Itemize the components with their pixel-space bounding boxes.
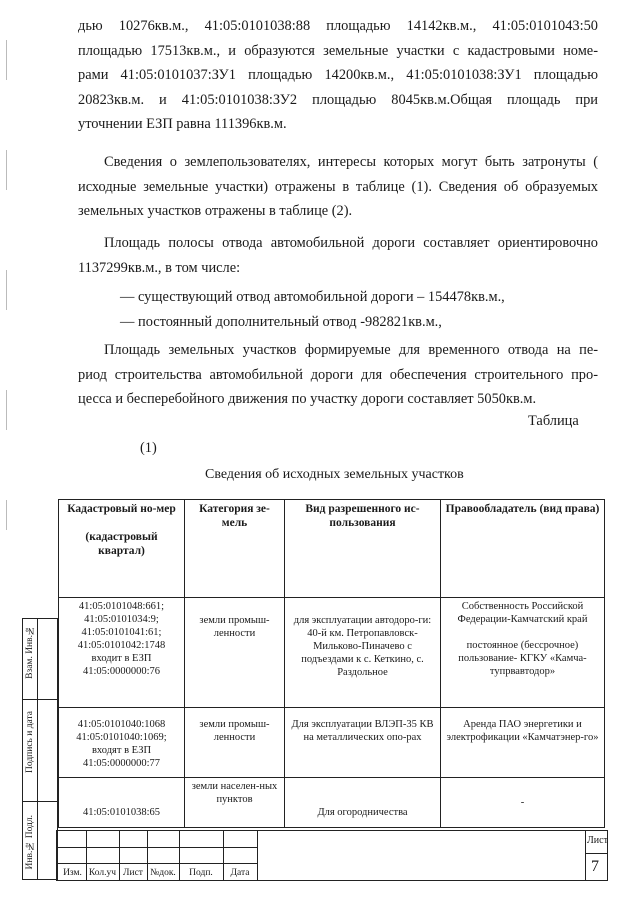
binding-mark [6, 40, 7, 80]
bullet-item: — существующий отвод автомобильной дороги – 154478кв.м., [120, 289, 505, 305]
table-header-row [59, 500, 605, 598]
text-line: земельных участков отражены в таблице (2). [78, 203, 353, 219]
table-label: Таблица [528, 413, 579, 429]
temporary-area-paragraph [78, 338, 598, 412]
substitute-inventory-label: Взам. Инв.№ [25, 625, 35, 679]
table-row [59, 598, 605, 708]
text-line: цесса и бесперебойного движения по участку дороги составляет 5050кв.м. [78, 391, 537, 407]
stamp-change-label: Изм. [63, 868, 82, 878]
table-number: (1) [140, 440, 157, 456]
signature-date-label: Подпись и дата [25, 711, 35, 774]
cell-category: земли промыш-ленности [185, 708, 285, 778]
cell-use: для эксплуатации автодоро-ги: 40-й км. Петропавловск-Мильково-Пиначево с подъездами к с. Кеткино, с. Раздольное [285, 598, 441, 708]
stamp-signature-label: Подп. [189, 868, 213, 878]
text-line: 20823кв.м. и 41:05:0101038:ЗУ2 площадью 8045кв.м.Общая площадь при [78, 91, 598, 108]
cell-holder: Аренда ПАО энергетики и электрофикации «Камчатэнер-го» [441, 708, 605, 778]
text-line: Площадь земельных участков формируемые для временного отвода на пе- [104, 342, 598, 358]
sheet-label: Лист [587, 835, 608, 846]
text-line: дью 10276кв.м., 41:05:0101038:88 площадью 14142кв.м., 41:05:0101043:50 [78, 18, 598, 34]
cell-use: Для эксплуатации ВЛЭП-35 КВ на металлических опо-рах [285, 708, 441, 778]
header-cadastral-number: Кадастровый но-мер (кадастровый квартал) [59, 500, 185, 598]
original-inventory-label: Инв.№ Подл. [25, 815, 35, 870]
text-line: площадью 17513кв.м., и образуются земельные участки с кадастровыми номе- [78, 42, 598, 59]
intro-paragraph [78, 14, 598, 137]
bullet-item: — постоянный дополнительный отвод -982821кв.м., [120, 313, 442, 330]
text-line: Сведения о землепользователях, интересы которых могут быть затронуты ( [104, 154, 598, 170]
text-line: 1137299кв.м., в том числе: [78, 259, 241, 276]
side-frame [22, 618, 58, 880]
stamp-date-label: Дата [230, 868, 250, 878]
cell-holder: - [441, 778, 605, 828]
area-paragraph [78, 231, 598, 280]
text-line: уточнении ЕЗП равна 111396кв.м. [78, 116, 287, 132]
cell-cadastral: 41:05:0101048:661; 41:05:0101034:9; 41:05:0101041:61; 41:05:0101042:1748 входит в ЕЗП 41:05:0000000:76 [59, 598, 185, 708]
cell-category: земли промыш-ленности [185, 598, 285, 708]
binding-mark [6, 390, 7, 430]
header-permitted-use: Вид разрешенного ис-пользования [285, 500, 441, 598]
header-rights-holder: Правообладатель (вид права) [441, 500, 605, 598]
text-line: исходные земельные участки) отражены в таблице (1). Сведения об образуемых [78, 178, 598, 195]
title-block [56, 830, 608, 881]
text-line: Площадь полосы отвода автомобильной дороги составляет ориентировочно [104, 235, 598, 251]
sheet-number: 7 [591, 858, 599, 875]
stamp-count-label: Кол.уч [88, 868, 117, 878]
text-line: рами 41:05:0101037:ЗУ1 площадью 14200кв.м., 41:05:0101038:ЗУ1 площадью [78, 67, 598, 83]
cell-holder: Собственность Российской Федерации-Камчатский край постоянное (бессрочное) пользование- КГКУ «Камча-тупрвавтодор» [441, 598, 605, 708]
cell-cadastral: 41:05:0101038:65 [59, 778, 185, 828]
cell-category: земли населен-ных пунктов [185, 778, 285, 828]
binding-mark [6, 500, 7, 530]
cell-cadastral: 41:05:0101040:1068 41:05:0101040:1069; входят в ЕЗП 41:05:0000000:77 [59, 708, 185, 778]
source-land-plots-table [58, 499, 605, 828]
users-paragraph [78, 150, 598, 224]
bullet-list [78, 285, 598, 334]
cell-use: Для огородничества [285, 778, 441, 828]
stamp-sheet-label: Лист [123, 868, 143, 878]
text-line: риод строительства автомобильной дороги для обеспечения строительного про- [78, 366, 598, 383]
table-row [59, 708, 605, 778]
table-title: Сведения об исходных земельных участков [205, 467, 464, 482]
table-row [59, 778, 605, 828]
binding-mark [6, 150, 7, 190]
binding-mark [6, 270, 7, 310]
header-land-category: Категория зе-мель [185, 500, 285, 598]
stamp-doc-label: №док. [150, 868, 176, 878]
